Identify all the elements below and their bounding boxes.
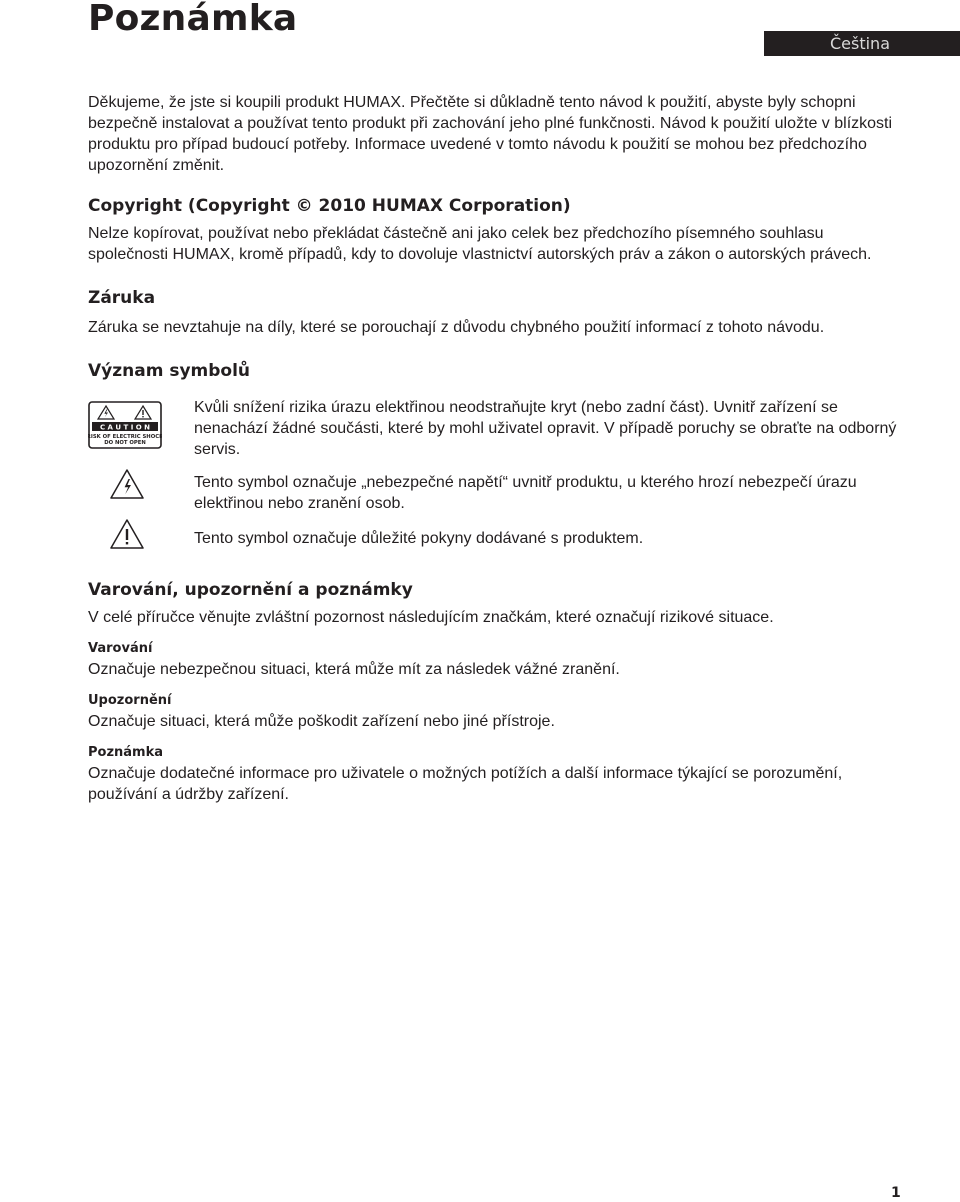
symbols-section bbox=[88, 360, 898, 549]
copyright-heading: Copyright (Copyright © 2010 HUMAX Corporation) bbox=[88, 196, 571, 216]
warranty-heading: Záruka bbox=[88, 288, 156, 308]
intro-paragraph: Děkujeme, že jste si koupili produkt HUMAX. Přečtěte si důkladně tento návod k použití, abyste byly schopni bezpečně instalovat a používat tento produkt při zachování jeho plné funkčnosti. Návod k použití uložte v blízkosti produktu pro případ budoucí potřeby. Informace uvedené v tomto návodu k použití se mohou bez předchozího upozornění změnit. bbox=[88, 94, 893, 174]
page-title: Poznámka bbox=[88, 0, 298, 39]
copyright-text: Nelze kopírovat, používat nebo překládat částečně ani jako celek bez předchozího písemného souhlasu společnosti HUMAX, kromě případů, kdy to dovoluje vlastnictví autorských práv a zákon o autorských právech. bbox=[88, 225, 872, 263]
symbol-item bbox=[88, 397, 898, 460]
caution-label-line: DO NOT OPEN bbox=[104, 440, 146, 446]
term-title: Upozornění bbox=[88, 693, 172, 708]
copyright-section bbox=[88, 195, 898, 265]
exclamation-triangle-icon bbox=[109, 518, 145, 555]
term-text: Označuje dodatečné informace pro uživatele o možných potížích a další informace týkající se porozumění, používání a údržby zařízení. bbox=[88, 765, 843, 803]
lightning-triangle-icon bbox=[109, 468, 145, 505]
page-number: 1 bbox=[891, 1185, 901, 1201]
symbol-description: Tento symbol označuje „nebezpečné napětí“ uvnitř produktu, u kterého hrozí nebezpečí úrazu elektřinou nebo zranění osob. bbox=[194, 474, 857, 512]
warranty-text: Záruka se nevztahuje na díly, které se porouchají z důvodu chybného použití informací z tohoto návodu. bbox=[88, 319, 825, 336]
warnings-section bbox=[88, 579, 898, 805]
term-warning bbox=[88, 640, 898, 680]
term-text: Označuje nebezpečnou situaci, která může mít za následek vážné zranění. bbox=[88, 661, 620, 678]
caution-label-line: RISK OF ELECTRIC SHOCK bbox=[88, 434, 162, 440]
language-label: Čeština bbox=[829, 34, 890, 53]
warnings-heading: Varování, upozornění a poznámky bbox=[88, 580, 413, 600]
symbols-heading: Význam symbolů bbox=[88, 361, 251, 381]
symbol-description: Kvůli snížení rizika úrazu elektřinou neodstraňujte kryt (nebo zadní část). Uvnitř zařízení se nenachází žádné součásti, které by mohl uživatel opravit. V případě poruchy se obraťte na odborný servis. bbox=[194, 399, 897, 458]
caution-label-title: C A U T I O N bbox=[99, 423, 151, 432]
term-caution bbox=[88, 692, 898, 732]
page-content bbox=[88, 92, 898, 805]
term-title: Poznámka bbox=[88, 745, 164, 760]
term-note bbox=[88, 744, 898, 805]
symbol-item bbox=[88, 528, 898, 549]
symbol-description: Tento symbol označuje důležité pokyny dodávané s produktem. bbox=[194, 530, 644, 547]
term-text: Označuje situaci, která může poškodit zařízení nebo jiné přístroje. bbox=[88, 713, 555, 730]
symbol-item bbox=[88, 472, 898, 514]
warranty-section bbox=[88, 287, 898, 338]
language-bar bbox=[764, 31, 960, 56]
caution-label-icon bbox=[88, 401, 162, 454]
warnings-intro: V celé příručce věnujte zvláštní pozornost následujícím značkám, které označují rizikové situace. bbox=[88, 609, 774, 626]
term-title: Varování bbox=[88, 641, 153, 656]
